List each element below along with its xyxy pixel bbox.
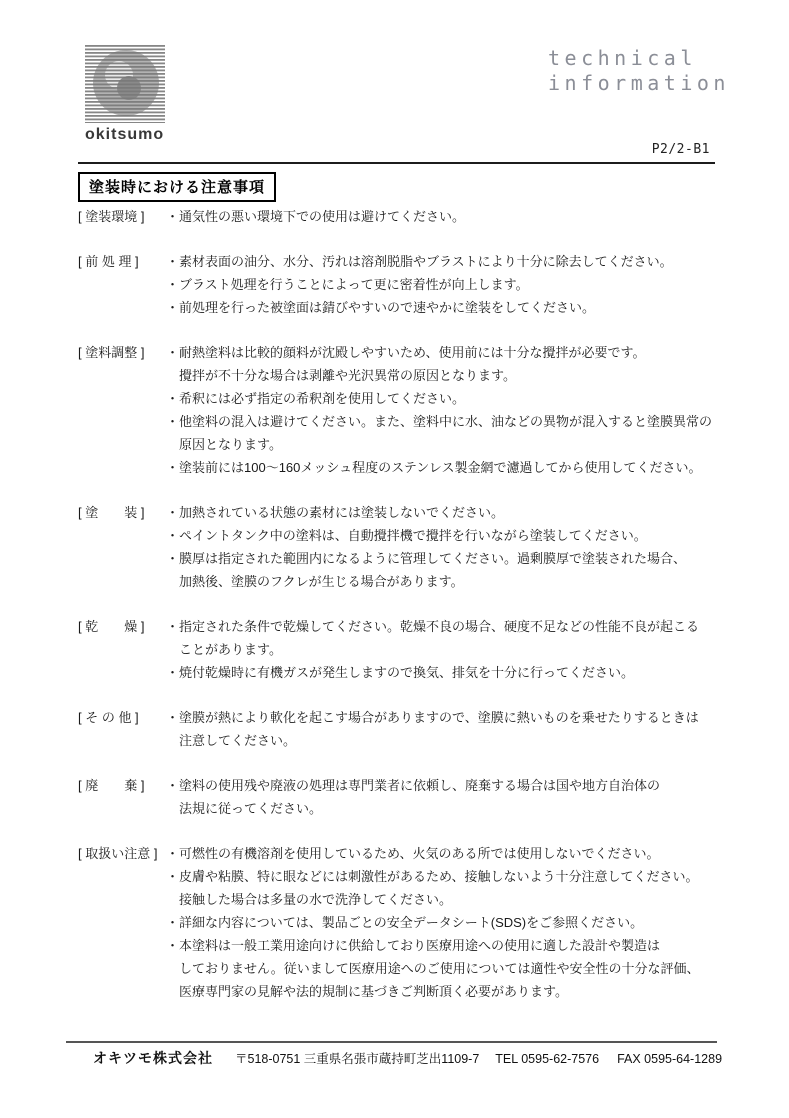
section-label: [ そ の 他 ]: [78, 710, 139, 725]
company-name: オキツモ株式会社: [93, 1050, 213, 1066]
note-item: ・膜厚は指定された範囲内になるように管理してください。過剰膜厚で塗装された場合、 加熱後、塗膜のフクレが生じる場合があります。: [166, 551, 687, 589]
page-title: 塗装時における注意事項: [78, 172, 276, 202]
section-label: [ 塗料調整 ]: [78, 345, 145, 360]
section-items: [166, 205, 723, 228]
section-items: [166, 615, 723, 684]
note-item: ・ペイントタンク中の塗料は、自動攪拌機で攪拌を行いながら塗装してください。: [166, 528, 647, 543]
technical-information-wordmark: [548, 46, 730, 96]
section-items: [166, 774, 723, 820]
note-item: ・他塗料の混入は避けてください。また、塗料中に水、油などの異物が混入すると塗膜異常の 原因となります。: [166, 414, 713, 452]
section: [78, 250, 723, 319]
note-item: ・焼付乾燥時に有機ガスが発生しますので換気、排気を十分に行ってください。: [166, 665, 635, 680]
section: [78, 205, 723, 228]
wordmark-line-1: technical: [548, 46, 697, 70]
section: [78, 615, 723, 684]
section-items: [166, 842, 723, 1003]
okitsumo-logo: [85, 45, 175, 144]
sections: [78, 205, 723, 1025]
section-label: [ 廃 棄 ]: [78, 778, 145, 793]
page-code: P2/2-B1: [651, 142, 710, 157]
okitsumo-logotype: okitsumo: [85, 126, 165, 143]
note-item: ・詳細な内容については、製品ごとの安全データシート(SDS)をご参照ください。: [166, 915, 644, 930]
note-item: ・希釈には必ず指定の希釈剤を使用してください。: [166, 391, 466, 406]
section-label: [ 塗装環境 ]: [78, 209, 145, 224]
company-fax: FAX 0595-64-1289: [617, 1052, 723, 1066]
note-item: ・ブラスト処理を行うことによって更に密着性が向上します。: [166, 277, 529, 292]
note-item: ・通気性の悪い環境下での使用は避けてください。: [166, 209, 466, 224]
note-item: ・本塗料は一般工業用途向けに供給しており医療用途への使用に適した設計や製造は しておりません。従いまして医療用途へのご使用については適性や安全性の十分な評価、 医療専門家の見解や法的規制に基づきご判断頂く必要があります。: [166, 938, 700, 999]
note-item: ・素材表面の油分、水分、汚れは溶剤脱脂やブラストにより十分に除去してください。: [166, 254, 673, 269]
company-tel: TEL 0595-62-7576: [495, 1052, 600, 1066]
note-item: ・耐熱塗料は比較的顔料が沈殿しやすいため、使用前には十分な攪拌が必要です。 攪拌が不十分な場合は剥離や光沢異常の原因となります。: [166, 345, 646, 383]
footer: [66, 1041, 723, 1068]
wordmark-line-2: information: [548, 71, 730, 95]
note-item: ・皮膚や粘膜、特に眼などには刺激性があるため、接触しないよう十分注意してください。 接触した場合は多量の水で洗浄してください。: [166, 869, 699, 907]
note-item: ・可燃性の有機溶剤を使用しているため、火気のある所では使用しないでください。: [166, 846, 660, 861]
section-label: [ 乾 燥 ]: [78, 619, 145, 634]
section-label: [ 塗 装 ]: [78, 505, 145, 520]
okitsumo-logo-icon: [85, 45, 165, 123]
company-address: 〒518-0751 三重県名張市蔵持町芝出1109-7: [235, 1052, 480, 1066]
section-items: [166, 250, 723, 319]
section-items: [166, 341, 723, 479]
section: [78, 501, 723, 593]
note-item: ・加熱されている状態の素材には塗装しないでください。: [166, 505, 505, 520]
note-item: ・塗料の使用残や廃液の処理は専門業者に依頼し、廃棄する場合は国や地方自治体の 法規に従ってください。: [166, 778, 661, 816]
note-item: ・塗装前には100～160メッシュ程度のステンレス製金網で濾過してから使用してください。: [166, 460, 702, 475]
section-items: [166, 706, 723, 752]
section: [78, 842, 723, 1003]
section: [78, 774, 723, 820]
section-items: [166, 501, 723, 593]
header-rule: [78, 162, 715, 164]
note-item: ・前処理を行った被塗面は錆びやすいので速やかに塗装をしてください。: [166, 300, 596, 315]
section: [78, 706, 723, 752]
note-item: ・塗膜が熱により軟化を起こす場合がありますので、塗膜に熱いものを乗せたりするときは 注意してください。: [166, 710, 699, 748]
section: [78, 341, 723, 479]
section-label: [ 前 処 理 ]: [78, 254, 139, 269]
note-item: ・指定された条件で乾燥してください。乾燥不良の場合、硬度不足などの性能不良が起こる ことがあります。: [166, 619, 700, 657]
section-label: [ 取扱い注意 ]: [78, 846, 158, 861]
footer-line: [66, 1048, 723, 1068]
